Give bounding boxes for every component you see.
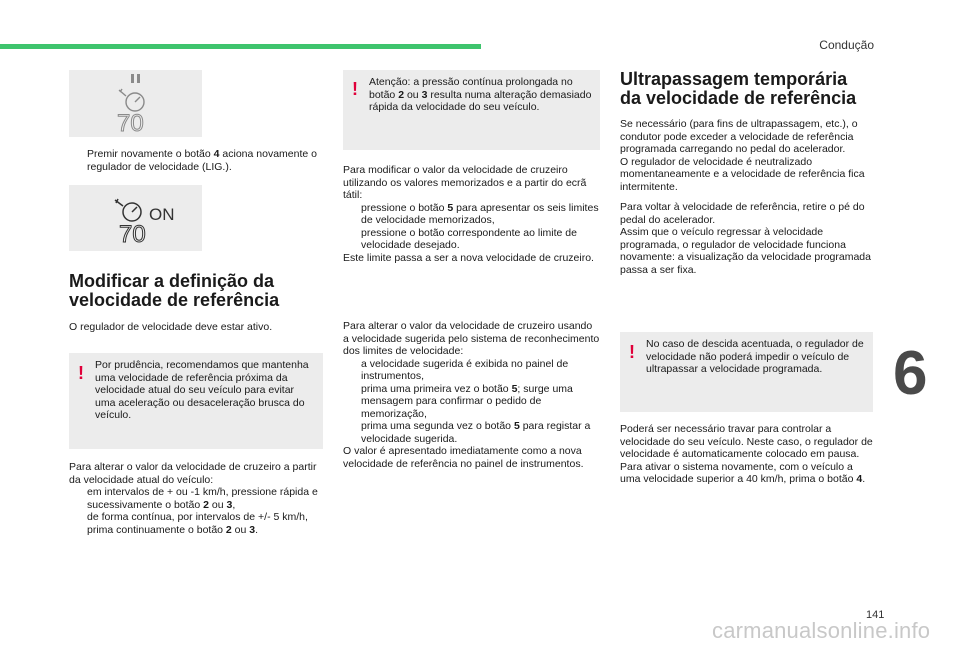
- speedometer-icon: [115, 199, 141, 221]
- sign-intro: Para alterar o valor da velocidade de cruzeiro usando a velocidade sugerida pelo sistema de reconhecimento dos limites de velocidade:: [343, 320, 600, 357]
- pause-icon: [131, 74, 140, 83]
- chapter-number: 6: [893, 339, 928, 408]
- list-item: prima uma segunda vez o botão 5 para registar a velocidade sugerida.: [361, 420, 591, 445]
- paragraph: Se necessário (para fins de ultrapassagem, etc.), o condutor pode exceder a velocidade de referência programada carregando no pedal do acelerador.: [620, 118, 858, 155]
- paragraph: Poderá ser necessário travar para controlar a velocidade do seu veículo. Neste caso, o regulador de velocidade é automaticamente colocado em pausa.: [620, 423, 873, 460]
- speed-digits: 70: [119, 221, 146, 248]
- speed-digits: 70: [117, 110, 144, 137]
- bullet-glyph: [69, 148, 87, 173]
- section-heading: Ultrapassagem temporária da velocidade de referência: [620, 69, 857, 108]
- watermark: carmanualsonline.info: [712, 618, 931, 643]
- warning-box: ! Por prudência, recomendamos que mantenha uma velocidade de referência próxima da velocidade atual do seu veículo para evitar uma aceleração ou desaceleração brusca do veículo.: [69, 353, 323, 449]
- intro-text: O regulador de velocidade deve estar ativo.: [69, 321, 273, 333]
- header-accent-bar: [0, 44, 481, 49]
- list-item: a velocidade sugerida é exibida no painel de instrumentos,: [361, 357, 569, 382]
- memo-intro: Para modificar o valor da velocidade de cruzeiro utilizando os valores memorizados e a partir do ecrã tátil:: [343, 164, 587, 201]
- paragraph: O regulador de velocidade é neutralizado momentaneamente e a velocidade de referência fica intermitente.: [620, 155, 865, 193]
- speedometer-icon: [119, 89, 144, 111]
- sign-end: O valor é apresentado imediatamente como a nova velocidade de referência no painel de instrumentos.: [343, 445, 584, 470]
- bullet-reactivate: Premir novamente o botão 4 aciona novamente o regulador de velocidade (LIG.).: [69, 148, 323, 173]
- paragraph: Para voltar à velocidade de referência, retire o pé do pedal do acelerador.: [620, 201, 865, 226]
- memo-end: Este limite passa a ser a nova velocidade de cruzeiro.: [343, 251, 594, 264]
- list-item: pressione o botão correspondente ao limite de velocidade desejado.: [361, 226, 577, 251]
- figure-regulator-on: [69, 185, 202, 251]
- list-item: em intervalos de + ou -1 km/h, pressione rápida e sucessivamente o botão 2 ou 3,: [87, 486, 318, 511]
- change-intro: Para alterar o valor da velocidade de cruzeiro a partir da velocidade atual do veículo:: [69, 461, 317, 486]
- section-heading: Modificar a definição da velocidade de referência: [69, 271, 280, 310]
- button-ref: 4: [213, 148, 220, 160]
- warning-icon: !: [352, 79, 358, 99]
- list-item: prima uma primeira vez o botão 5; surge uma mensagem para confirmar o pedido de memorização,: [361, 382, 573, 420]
- warning-icon: !: [78, 363, 84, 383]
- list-item: pressione o botão 5 para apresentar os seis limites de velocidade memorizados,: [361, 201, 599, 226]
- paragraph: Assim que o veículo regressar à velocidade programada, o regulador de velocidade funciona novamente: a visualização da velocidade programada passa a ser fixa.: [620, 226, 871, 276]
- warning-box: ! Atenção: a pressão contínua prolongada no botão 2 ou 3 resulta numa alteração demasiado rápida da velocidade do seu veículo.: [343, 70, 600, 150]
- page-number: 141: [866, 609, 885, 621]
- paragraph: Para ativar o sistema novamente, com o veículo a uma velocidade superior a 40 km/h, prima o botão 4.: [620, 460, 866, 485]
- list-item: de forma contínua, por intervalos de +/- 5 km/h, prima continuamente o botão 2 ou 3.: [87, 511, 308, 536]
- warning-icon: !: [629, 342, 635, 362]
- status-on: ON: [149, 205, 175, 224]
- warning-box: ! No caso de descida acentuada, o regulador de velocidade não poderá impedir o veículo de ultrapassar a velocidade programada.: [620, 332, 873, 412]
- section-title: Condução: [819, 38, 874, 52]
- figure-regulator-paused: [69, 70, 202, 137]
